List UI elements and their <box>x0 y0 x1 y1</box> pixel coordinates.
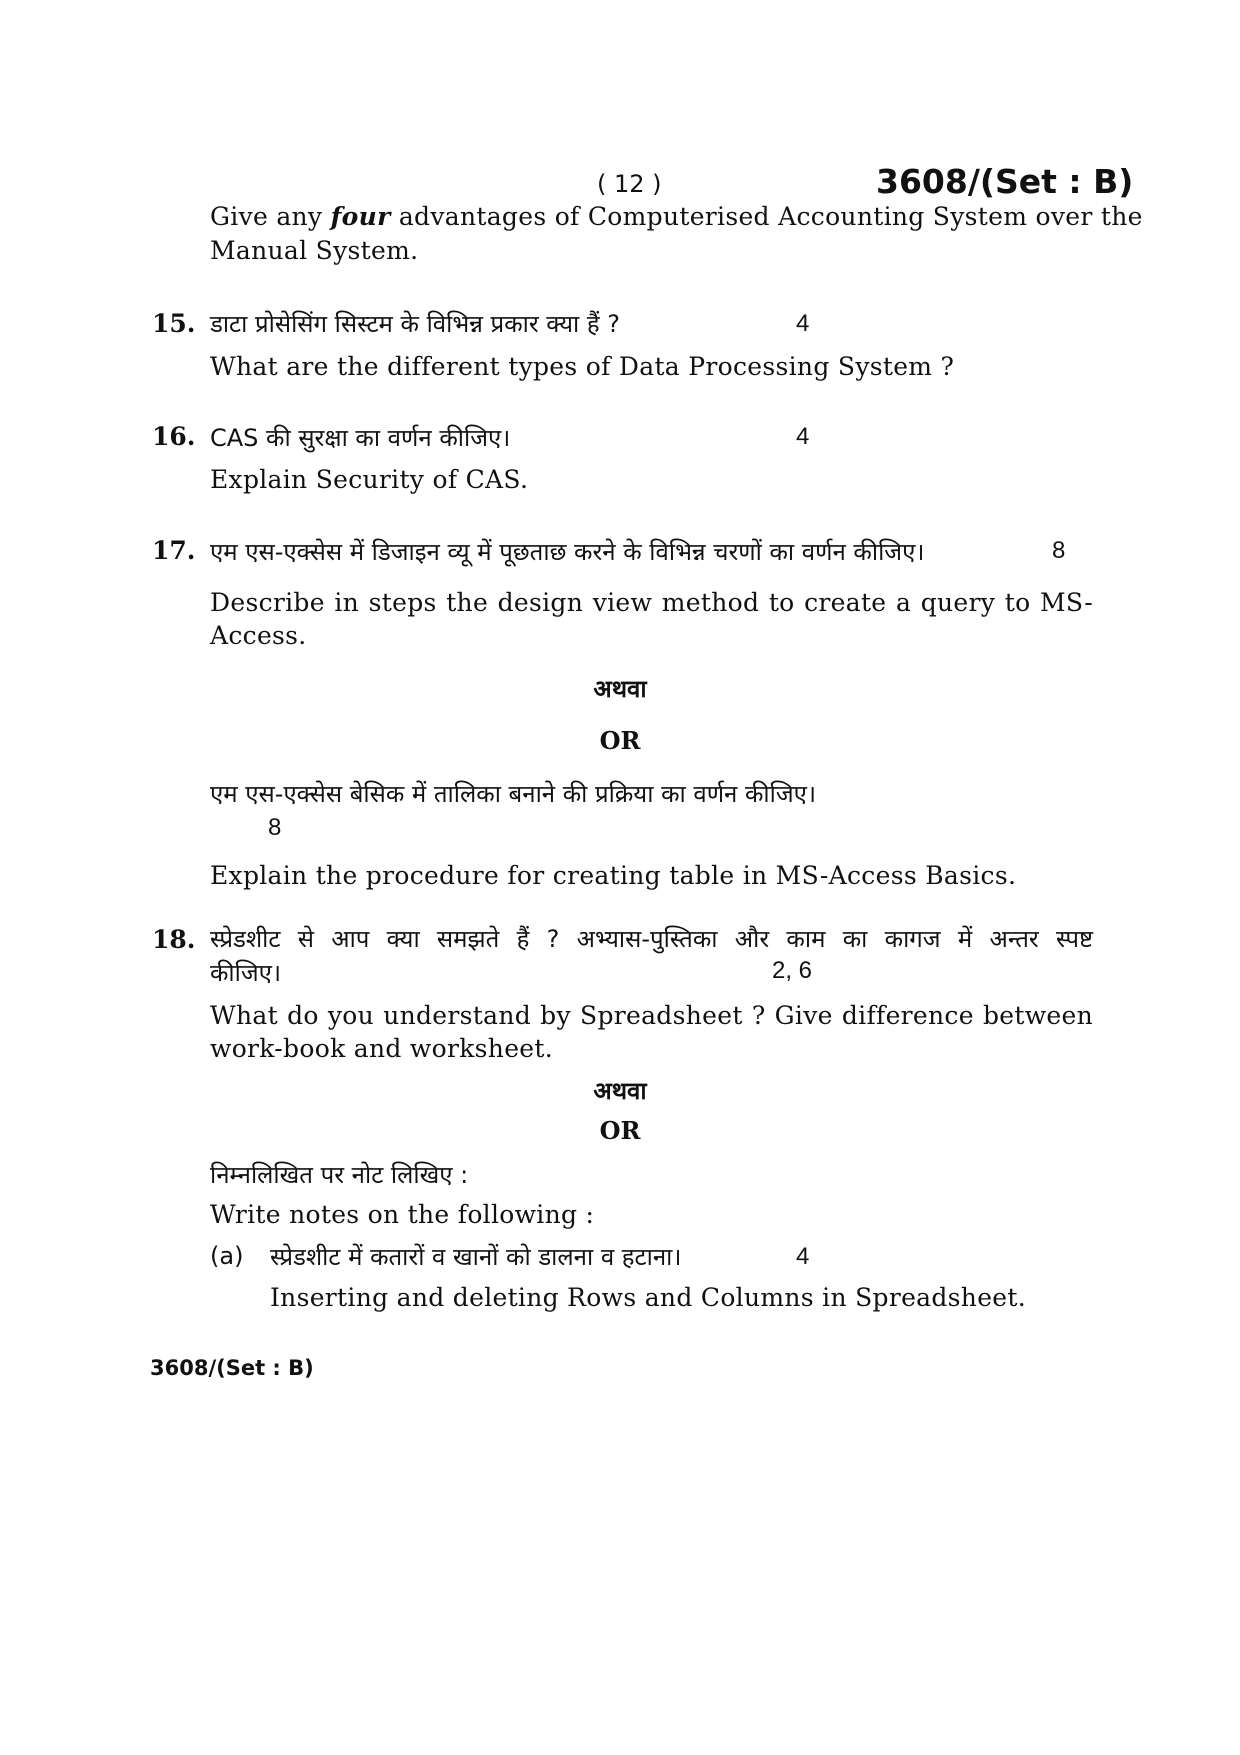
q15-hindi: डाटा प्रोसेसिंग सिस्टम के विभिन्न प्रकार क्या हैं ? <box>210 310 621 338</box>
q16-marks: 4 <box>796 423 810 450</box>
q15-english: What are the different types of Data Processing System ? <box>210 352 955 381</box>
q17-alt-marks: 8 <box>268 814 282 841</box>
q18-english-line1: What do you understand by Spreadsheet ? Give difference between <box>210 1001 1093 1030</box>
q18-hindi-line1: स्प्रेडशीट से आप क्या समझते हैं ? अभ्यास-पुस्तिका और काम का कागज में अन्तर स्पष्ट <box>210 925 1093 953</box>
question-number-17: 17. <box>152 536 196 565</box>
q18-notes-english: Write notes on the following : <box>210 1200 595 1229</box>
q17-english-line1: Describe in steps the design view method to create a query to MS- <box>210 588 1093 617</box>
q18-notes-hindi: निम्नलिखित पर नोट लिखिए : <box>210 1161 469 1189</box>
q18-or-hindi: अथवा <box>593 1077 647 1105</box>
q18-sub-a-label: (a) <box>210 1242 244 1270</box>
q18-english-line2: work-book and worksheet. <box>210 1034 553 1063</box>
q17-or-hindi: अथवा <box>593 675 647 703</box>
q16-english: Explain Security of CAS. <box>210 465 529 494</box>
q17-hindi: एम एस-एक्सेस में डिजाइन व्यू में पूछताछ करने के विभिन्न चरणों का वर्णन कीजिए। <box>210 538 925 566</box>
q16-hindi: CAS की सुरक्षा का वर्णन कीजिए। <box>210 424 511 452</box>
q17-or-english: OR <box>599 726 641 755</box>
q15-marks: 4 <box>796 310 810 337</box>
q18-sub-a-marks: 4 <box>796 1243 810 1270</box>
q18-hindi-line2: कीजिए। <box>210 959 282 987</box>
q17-marks: 8 <box>1052 537 1066 564</box>
q14-text-line2: Manual System. <box>210 236 419 265</box>
page-number: ( 12 ) <box>597 170 662 198</box>
question-number-16: 16. <box>152 422 196 451</box>
q14-text-line1: Give any four advantages of Computerised Accounting System over the <box>210 202 1143 231</box>
paper-code-header: 3608/(Set : B) <box>876 162 1134 201</box>
question-number-18: 18. <box>152 925 196 954</box>
paper-code-footer: 3608/(Set : B) <box>150 1356 314 1380</box>
q17-alt-hindi: एम एस-एक्सेस बेसिक में तालिका बनाने की प्रक्रिया का वर्णन कीजिए। <box>210 780 817 808</box>
question-number-15: 15. <box>152 309 196 338</box>
q18-sub-a-hindi: स्प्रेडशीट में कतारों व खानों को डालना व हटाना। <box>270 1243 682 1271</box>
q17-alt-english: Explain the procedure for creating table in MS-Access Basics. <box>210 861 1017 890</box>
q18-or-english: OR <box>599 1116 641 1145</box>
q18-sub-a-english: Inserting and deleting Rows and Columns in Spreadsheet. <box>270 1283 1026 1312</box>
q18-marks: 2, 6 <box>772 957 813 984</box>
q17-english-line2: Access. <box>210 621 307 650</box>
